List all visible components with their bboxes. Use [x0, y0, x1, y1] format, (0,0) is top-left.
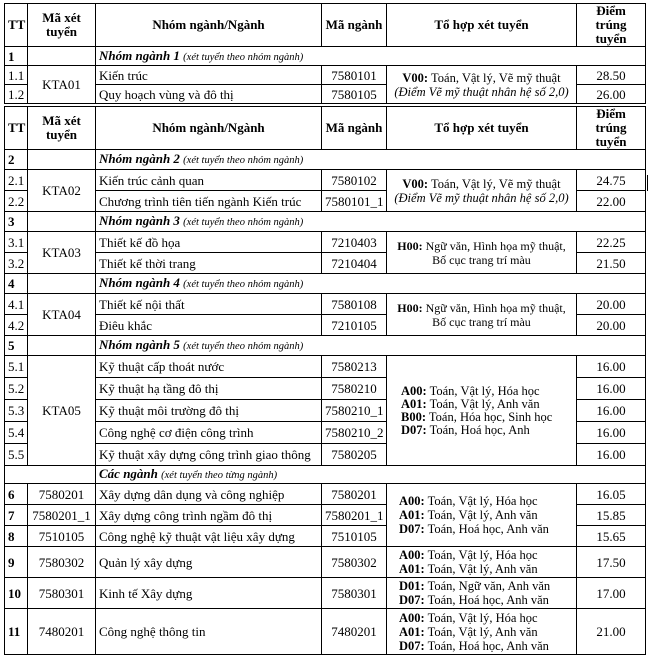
group-header-row: 5 Nhóm ngành 5 (xét tuyển theo nhóm ngành) — [5, 336, 646, 356]
table-row: 2.2 Chương trình tiên tiến ngành Kiến trúc 7580101_1 22.00 — [5, 191, 646, 212]
group-header-row: 2 Nhóm ngành 2 (xét tuyển theo nhóm ngành) — [5, 150, 646, 170]
combination-cell: A00: Toán, Vật lý, Hóa học A01: Toán, Vật lý, Anh văn D07: Toán, Hoá học, Anh văn — [387, 609, 577, 655]
table-row: 11 7480201 Công nghệ thông tin 7480201 A00: Toán, Vật lý, Hóa học A01: Toán, Vật lý, Anh văn D07: Toán, Hoá học, Anh văn 21.00 — [5, 609, 646, 655]
table-row: 5.3 Kỹ thuật môi trường đô thị 7580210_1 16.00 — [5, 400, 646, 422]
table-row: 9 7580302 Quản lý xây dựng 7580302 A00: Toán, Vật lý, Hóa học A01: Toán, Vật lý, Anh văn 17.50 — [5, 547, 646, 578]
admission-score-table — [4, 3, 646, 655]
table-row: 5.1 KTA05 Kỹ thuật cấp thoát nước 7580213 A00: Toán, Vật lý, Hóa học A01: Toán, Vật lý, Anh văn B00: Toán, Hóa học, Sinh học D07: Toán, Hoá học, Anh 16.00 — [5, 356, 646, 378]
group-title: Các ngành (xét tuyển theo từng ngành) — [96, 466, 646, 484]
header-ma-nganh: Mã ngành — [322, 4, 387, 47]
table-row: 10 7580301 Kinh tế Xây dựng 7580301 D01: Toán, Ngữ văn, Anh văn D07: Toán, Hoá học, Anh văn 17.00 — [5, 578, 646, 609]
header-tt: TT — [5, 4, 28, 47]
table-row: 3.1 KTA03 Thiết kế đồ họa 7210403 H00: Ngữ văn, Hình họa mỹ thuật, Bố cục trang trí màu 22.25 — [5, 232, 646, 253]
combination-cell: V00: Toán, Vật lý, Vẽ mỹ thuật (Điểm Vẽ mỹ thuật nhân hệ số 2,0) — [387, 170, 577, 212]
table-row: 5.4 Công nghệ cơ điện công trình 7580210_2 16.00 — [5, 422, 646, 444]
table-header-row: TT Mã xét tuyển Nhóm ngành/Ngành Mã ngành Tổ hợp xét tuyển Điểm trúng tuyển — [5, 107, 646, 150]
header-to-hop: Tổ hợp xét tuyển — [387, 4, 577, 47]
page-edge-mark — [647, 175, 648, 191]
table-row: 6 7580201 Xây dựng dân dụng và công nghiệp 7580201 A00: Toán, Vật lý, Hóa học A01: Toán, Vật lý, Anh văn D07: Toán, Hoá học, Anh văn 16.05 — [5, 484, 646, 505]
table-header-row — [5, 4, 646, 47]
group-code: KTA02 — [28, 170, 96, 212]
combination-cell: H00: Ngữ văn, Hình họa mỹ thuật, Bố cục trang trí màu — [387, 294, 577, 336]
group-number: 1 — [5, 47, 28, 66]
group-header-row — [5, 466, 646, 484]
combination-cell: A00: Toán, Vật lý, Hóa học A01: Toán, Vật lý, Anh văn D07: Toán, Hoá học, Anh văn — [387, 484, 577, 547]
header-ma-xet-tuyen: Mã xét tuyển — [28, 4, 96, 47]
table-row: 2.1 KTA02 Kiến trúc cảnh quan 7580102 V00: Toán, Vật lý, Vẽ mỹ thuật (Điểm Vẽ mỹ thuật nhân hệ số 2,0) 24.75 — [5, 170, 646, 191]
table-row: 4.2 Điêu khắc 7210105 20.00 — [5, 315, 646, 336]
table-row: 8 7510105 Công nghệ kỹ thuật vật liệu xây dựng 7510105 15.65 — [5, 526, 646, 547]
table-row: 1.1 KTA01 Kiến trúc 7580101 V00: Toán, Vật lý, Vẽ mỹ thuật (Điểm Vẽ mỹ thuật nhân hệ số 2,0) 28.50 — [5, 66, 646, 85]
group-title: Nhóm ngành 1 (xét tuyển theo nhóm ngành) — [96, 47, 646, 66]
table-row: 4.1 KTA04 Thiết kế nội thất 7580108 H00: Ngữ văn, Hình họa mỹ thuật, Bố cục trang trí màu 20.00 — [5, 294, 646, 315]
group-code: KTA01 — [28, 66, 96, 104]
header-nhom-nganh: Nhóm ngành/Ngành — [96, 4, 322, 47]
group-code: KTA03 — [28, 232, 96, 274]
combination-cell: D01: Toán, Ngữ văn, Anh văn D07: Toán, Hoá học, Anh văn — [387, 578, 577, 609]
table-row: 7 7580201_1 Xây dựng công trình ngầm đô thị 7580201_1 15.85 — [5, 505, 646, 526]
combination-cell: A00: Toán, Vật lý, Hóa học A01: Toán, Vật lý, Anh văn B00: Toán, Hóa học, Sinh học D07: Toán, Hoá học, Anh — [387, 356, 577, 466]
group-header-row: 3 Nhóm ngành 3 (xét tuyển theo nhóm ngành) — [5, 212, 646, 232]
combination-cell: A00: Toán, Vật lý, Hóa học A01: Toán, Vật lý, Anh văn — [387, 547, 577, 578]
group-code: KTA05 — [28, 356, 96, 466]
table-row: 5.2 Kỹ thuật hạ tầng đô thị 7580210 16.00 — [5, 378, 646, 400]
admission-score-document — [4, 3, 645, 655]
group-header-row: 4 Nhóm ngành 4 (xét tuyển theo nhóm ngành) — [5, 274, 646, 294]
header-diem: Điểm trúng tuyển — [577, 4, 646, 47]
table-row: 1.2 Quy hoạch vùng và đô thị 7580105 26.00 — [5, 85, 646, 104]
combination-cell: V00: Toán, Vật lý, Vẽ mỹ thuật (Điểm Vẽ mỹ thuật nhân hệ số 2,0) — [387, 66, 577, 104]
group-header-row — [5, 47, 646, 66]
combination-cell: H00: Ngữ văn, Hình họa mỹ thuật, Bố cục trang trí màu — [387, 232, 577, 274]
table-row: 3.2 Thiết kế thời trang 7210404 21.50 — [5, 253, 646, 274]
group-code: KTA04 — [28, 294, 96, 336]
table-row: 5.5 Kỹ thuật xây dựng công trình giao thông 7580205 16.00 — [5, 444, 646, 466]
